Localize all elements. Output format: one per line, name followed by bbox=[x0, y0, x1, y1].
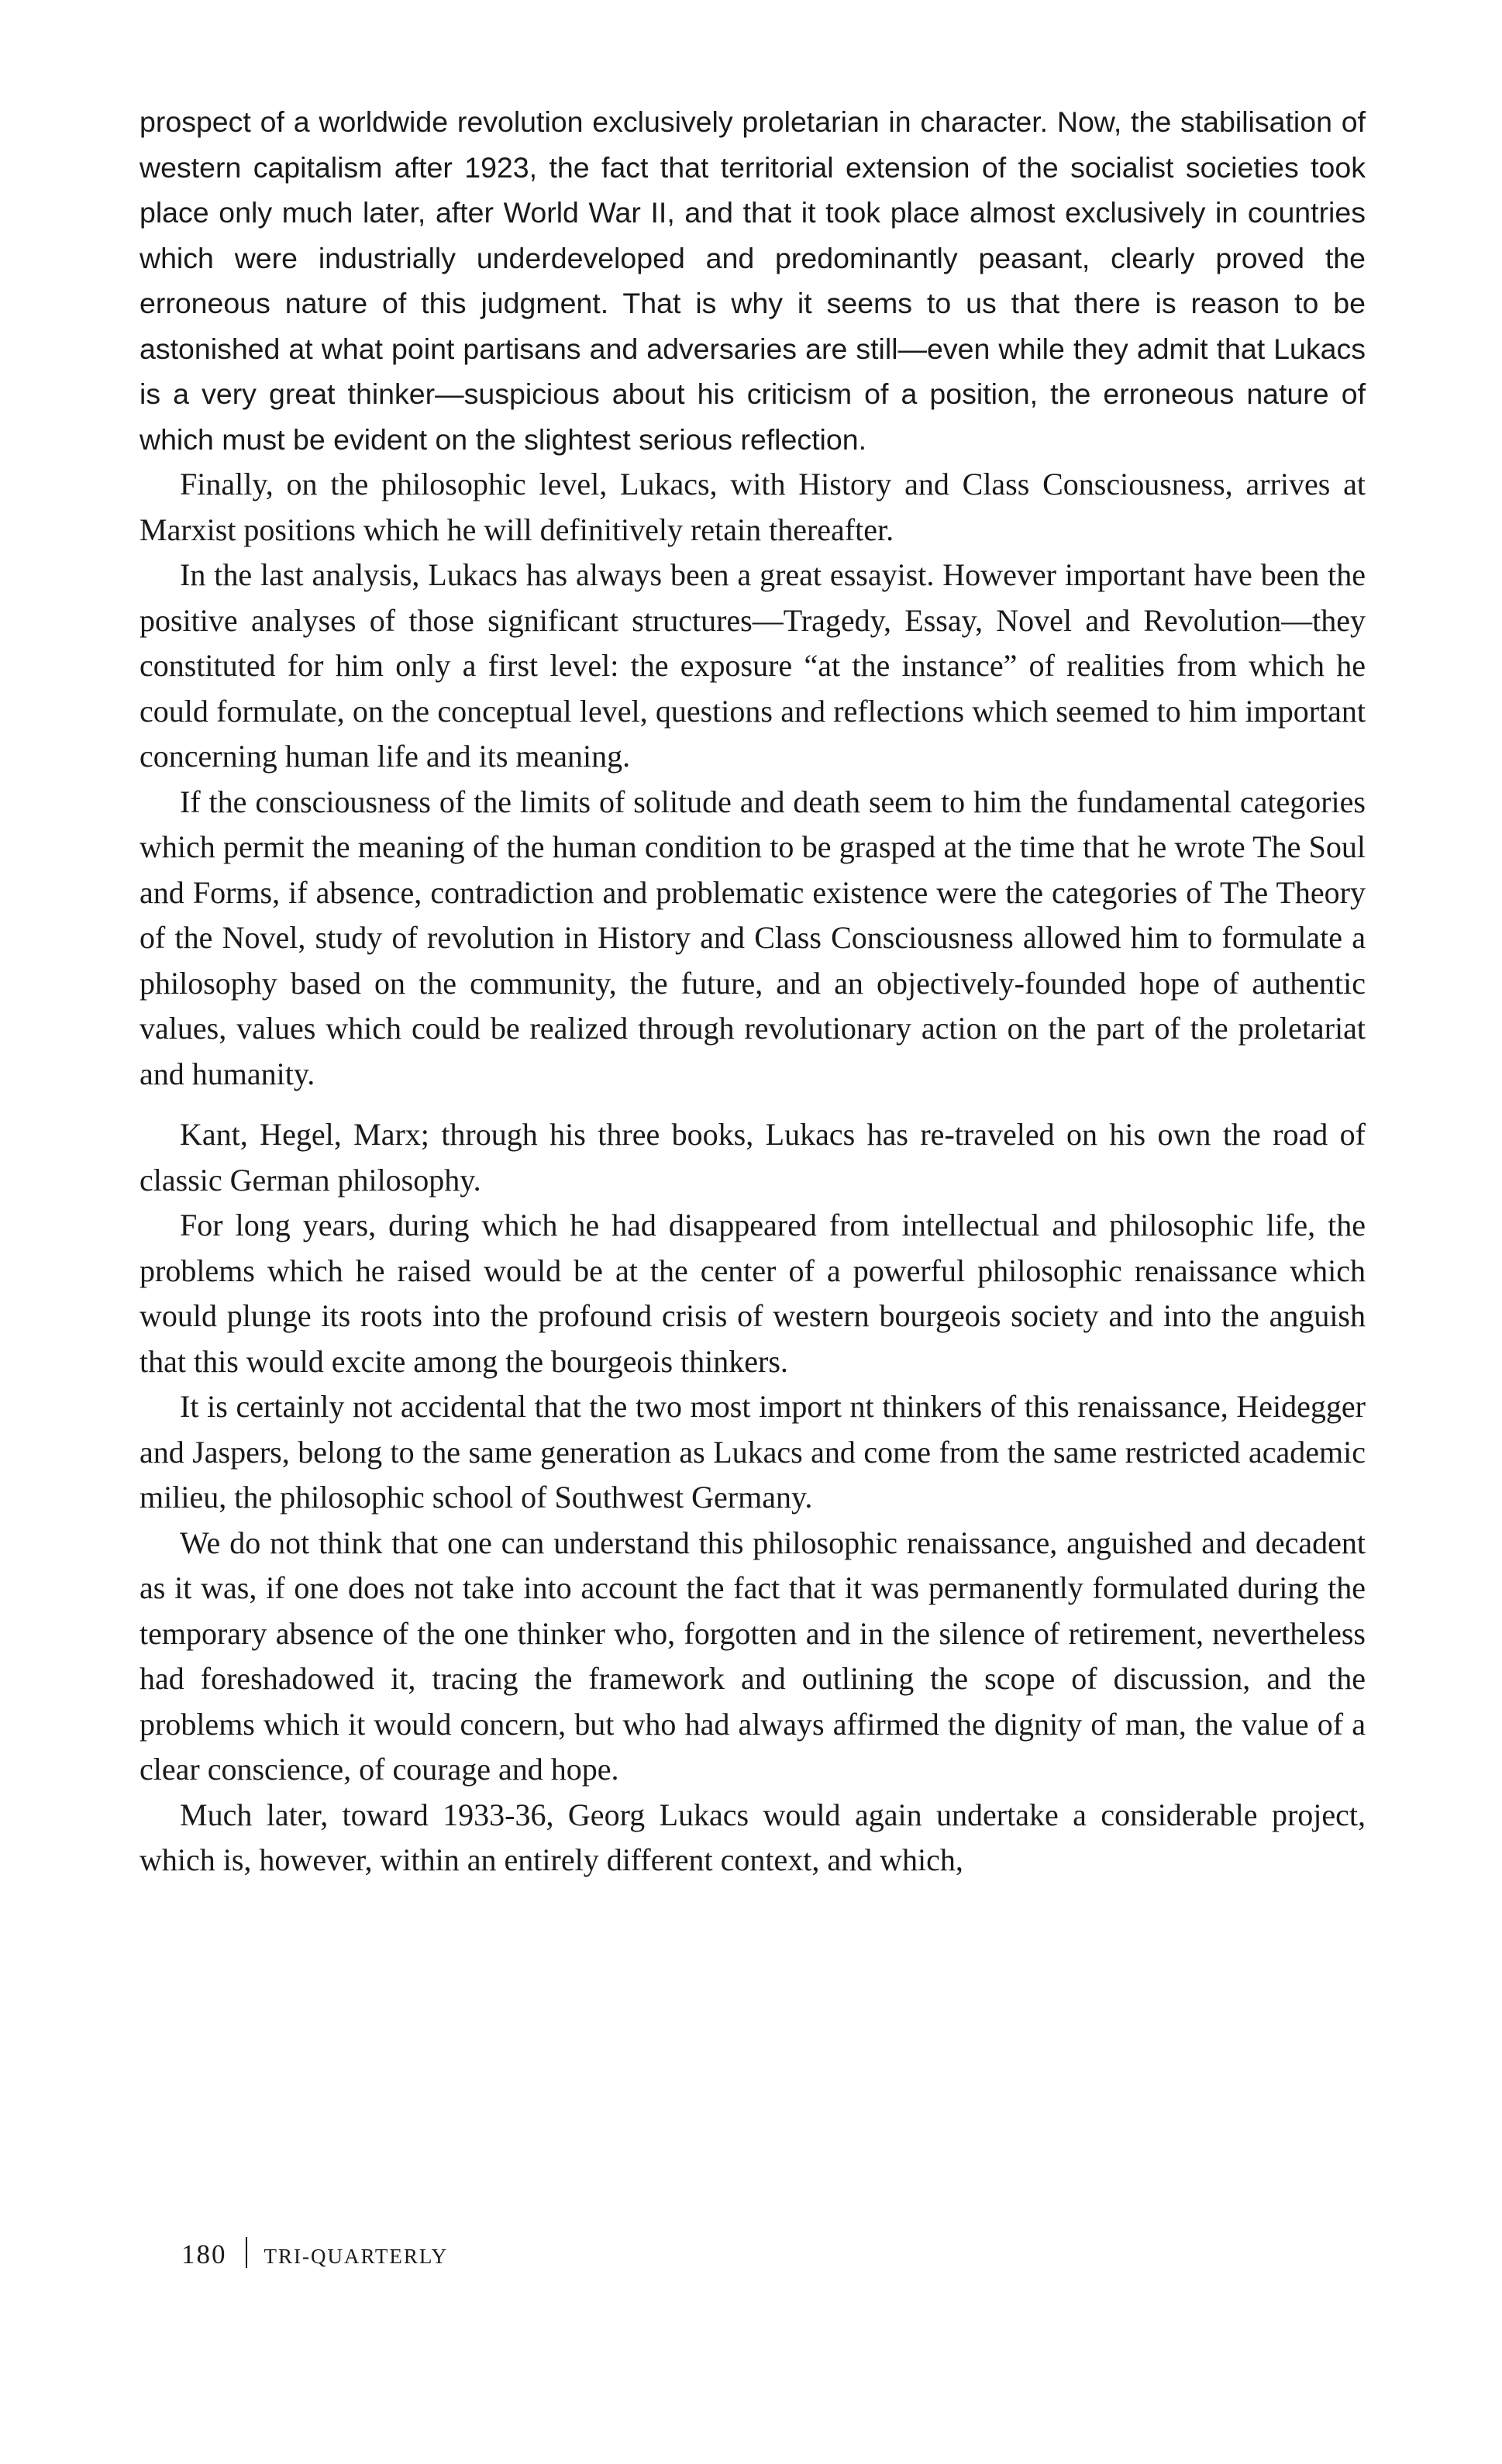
paragraph-3: In the last analysis, Lukacs has always been a great essayist. However important have been the positive analyses of those significant structures—Tragedy, Essay, Novel and Revolution—they constituted for him only a first level: the exposure “at the instance” of realities from which he could formulate, on the conceptual level, questions and reflections which seemed to him important concerning human life and its meaning. bbox=[140, 557, 1366, 774]
paragraph-9: Much later, toward 1933-36, Georg Lukacs would again undertake a considerable project, which is, however, within an entirely different context, and which, bbox=[140, 1797, 1366, 1877]
paragraph-7: It is certainly not accidental that the two most import nt thinkers of this renaissance, Heidegger and Jaspers, belong to the same generation as Lukacs and come from the same restricted academic milieu, the philosophic school of Southwest Germany. bbox=[140, 1389, 1366, 1515]
paragraph-8: We do not think that one can understand this philosophic renaissance, anguished and decadent as it was, if one does not take into account the fact that it was permanently formulated during the temporary absence of the one thinker who, forgotten and in the silence of retirement, nevertheless had foreshadowed it, tracing the framework and outlining the scope of discussion, and the problems which it would concern, but who had always affirmed the dignity of man, the value of a clear conscience, of courage and hope. bbox=[140, 1525, 1366, 1787]
page-number: 180 bbox=[181, 2239, 227, 2269]
page-footer bbox=[181, 2237, 448, 2270]
footer-separator bbox=[246, 2237, 247, 2268]
paragraph-4: If the consciousness of the limits of solitude and death seem to him the fundamental categories which permit the meaning of the human condition to be grasped at the time that he wrote The Soul and Forms, if absence, contradiction and problematic existence were the categories of The Theory of the Novel, study of revolution in History and Class Consciousness allowed him to formulate a philosophy based on the community, the future, and an objectively-founded hope of authentic values, values which could be realized through revolutionary action on the part of the proletariat and humanity. bbox=[140, 784, 1366, 1091]
paragraph-2: Finally, on the philosophic level, Lukacs, with History and Class Consciousness, arrives at Marxist positions which he will definitively retain thereafter. bbox=[140, 467, 1366, 547]
article-body bbox=[140, 99, 1366, 1883]
paragraph-1: prospect of a worldwide revolution exclusively proletarian in character. Now, the stabilisation of western capitalism after 1923, the fact that territorial extension of the socialist societies took place only much later, after World War II, and that it took place almost exclusively in countries which were industrially underdeveloped and predominantly peasant, clearly proved the erroneous nature of this judgment. That is why it seems to us that there is reason to be astonished at what point partisans and adversaries are still—even while they admit that Lukacs is a very great thinker—suspicious about his criticism of a position, the erroneous nature of which must be evident on the slightest serious reflection. bbox=[140, 105, 1366, 456]
journal-name: TRI-QUARTERLY bbox=[264, 2245, 449, 2268]
paragraph-5: Kant, Hegel, Marx; through his three books, Lukacs has re-traveled on his own the road of classic German philosophy. bbox=[140, 1117, 1366, 1198]
paragraph-6: For long years, during which he had disappeared from intellectual and philosophic life, the problems which he raised would be at the center of a powerful philosophic renaissance which would plunge its roots into the profound crisis of western bourgeois society and into the anguish that this would excite among the bourgeois thinkers. bbox=[140, 1208, 1366, 1379]
